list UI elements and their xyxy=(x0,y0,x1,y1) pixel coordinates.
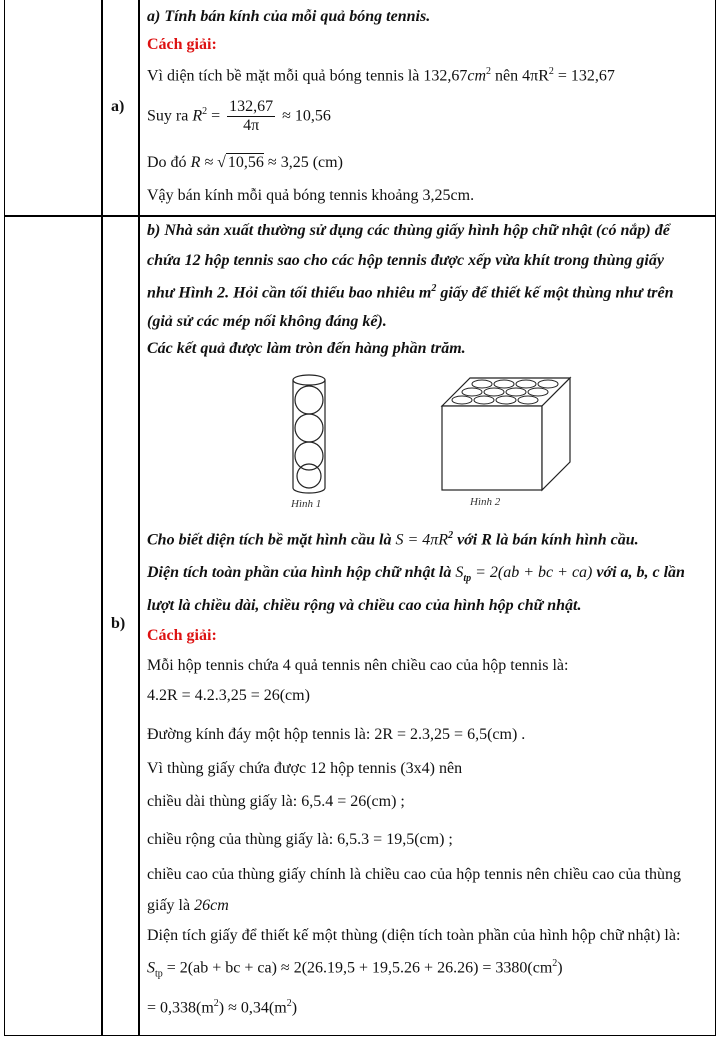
part-a-solution-heading: Cách giải: xyxy=(147,36,217,53)
column-divider-1 xyxy=(101,0,103,1036)
figure-1-caption: Hình 1 xyxy=(291,498,322,510)
part-b-step3: Đường kính đáy một hộp tennis là: 2R = 2.3,25 = 6,5(cm) . xyxy=(147,726,526,743)
part-b-solution-heading: Cách giải: xyxy=(147,627,217,644)
part-a-line3: Do đó R ≈ √ 10,56 ≈ 3,25 (cm) xyxy=(147,154,343,171)
part-b-given1: Cho biết diện tích bề mặt hình cầu là $S = 4\pi R^2$ với R là bán kính hình cầu. xyxy=(147,530,639,549)
part-b-step1: Mỗi hộp tennis chứa 4 quả tennis nên chiều cao của hộp tennis là: xyxy=(147,657,569,674)
column-divider-2 xyxy=(138,0,140,1036)
part-b-step8: giấy là 26cm xyxy=(147,897,229,914)
part-b-given2: Diện tích toàn phần của hình hộp chữ nhật là $S_{tp} = 2(ab$ + bc + ca) với a, b, c lần xyxy=(147,564,685,585)
part-b-step6: chiều rộng của thùng giấy là: 6,5.3 = 19,5(cm) ; xyxy=(147,831,453,848)
part-b-step2: 4.2R = 4.2.3,25 = 26(cm) xyxy=(147,687,310,704)
row-divider xyxy=(4,215,716,217)
part-b-step4: Vì thùng giấy chứa được 12 hộp tennis (3x4) nên xyxy=(147,760,463,777)
part-a-title: a) Tính bán kính của mỗi quả bóng tennis. xyxy=(147,8,431,25)
row-label-b: b) xyxy=(111,615,126,632)
part-b-problem-line4: (giả sử các mép nối không đáng kể). xyxy=(147,313,387,330)
part-b-problem-line5: Các kết quả được làm tròn đến hàng phần trăm. xyxy=(147,340,466,357)
part-b-step11: = $0,338(m^2) \approx 0,34(m^2)$ xyxy=(147,998,298,1017)
part-b-problem-line3: như Hình 2. Hỏi cần tối thiểu bao nhiêu $m^2$ giấy để thiết kế một thùng như trên xyxy=(147,283,674,302)
figure-2-tennis-box xyxy=(440,376,575,492)
part-b-problem-line2: chứa 12 hộp tennis sao cho các hộp tennis được xếp vừa khít trong thùng giấy xyxy=(147,252,664,269)
figure-2-caption: Hình 2 xyxy=(470,496,501,508)
part-b-step7: chiều cao của thùng giấy chính là chiều cao của hộp tennis nên chiều cao của thùng xyxy=(147,866,682,883)
part-a-conclusion: Vậy bán kính mỗi quả bóng tennis khoảng 3,25cm. xyxy=(147,187,475,204)
part-b-step10: $S_{tp} = 2(ab$ + bc + $ca) \approx 2(26.19,5 + 19,5.26 + 26.26) = 3380(cm^2)$ xyxy=(147,958,563,980)
part-a-line1: Vì diện tích bề mặt mỗi quả bóng tennis là $132,67cm^2$ nên $4\pi R^2 = 132,67$ xyxy=(147,66,615,85)
row-label-a: a) xyxy=(111,98,125,115)
part-b-given3: lượt là chiều dài, chiều rộng và chiều cao của hình hộp chữ nhật. xyxy=(147,597,582,614)
figure-1-tennis-tube xyxy=(285,372,333,494)
part-b-problem-line1: b) Nhà sản xuất thường sử dụng các thùng giấy hình hộp chữ nhật (có nắp) để xyxy=(147,222,670,239)
part-b-step9: Diện tích giấy để thiết kế một thùng (diện tích toàn phần của hình hộp chữ nhật) là: xyxy=(147,927,681,944)
part-b-step5: chiều dài thùng giấy là: 6,5.4 = 26(cm) ; xyxy=(147,793,405,810)
part-a-line2: Suy ra $R^2$ = $\frac{132,67}{4\pi}$ ≈ 10,56 xyxy=(147,98,331,134)
